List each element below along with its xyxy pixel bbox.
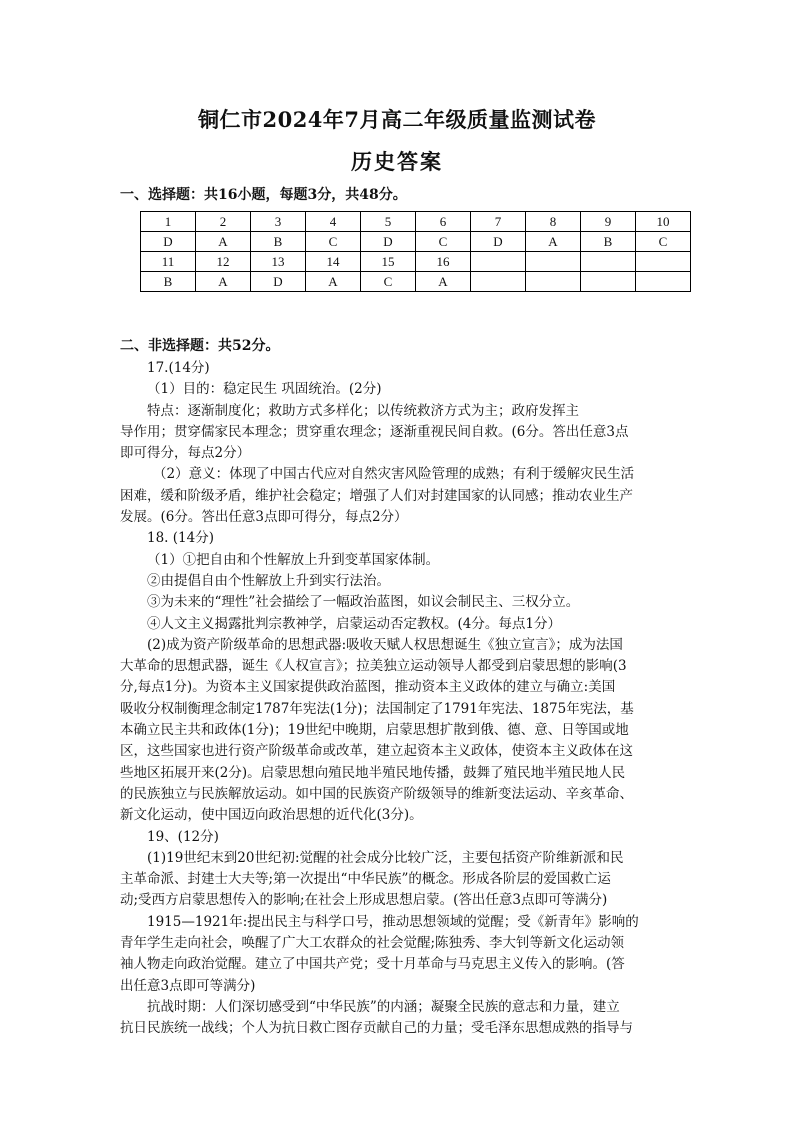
answer-line: 袖人物走向政治觉醒。建立了中国共产党；受十月革命与马克思主义传入的影响。(答: [120, 956, 625, 973]
table-cell: 16: [416, 252, 471, 272]
answer-line: 困难，缓和阶级矛盾，维护社会稳定；增强了人们对封建国家的认同感；推动农业生产: [120, 487, 633, 504]
page-title: 铜仁市2024年7月高二年级质量监测试卷: [197, 107, 597, 132]
answer-line: 出任意3点即可等满分): [120, 977, 256, 994]
table-cell: C: [361, 272, 416, 292]
table-row-question-numbers: [141, 252, 691, 272]
answer-line: （1）目的：稳定民生 巩固统治。(2分): [147, 381, 382, 398]
answer-line: ②由提倡自由个性解放上升到实行法治。: [147, 572, 390, 589]
table-cell: [636, 252, 691, 272]
table-cell: 2: [196, 212, 251, 232]
table-cell: 4: [306, 212, 361, 232]
answer-line: ④人文主义揭露批判宗教神学，启蒙运动否定教权。(4分。每点1分）: [147, 615, 561, 632]
table-cell: B: [141, 272, 196, 292]
table-cell: 3: [251, 212, 306, 232]
answer-line: 特点：逐渐制度化；救助方式多样化；以传统救济方式为主；政府发挥主: [147, 402, 579, 419]
answer-line: 的民族独立与民族解放运动。如中国的民族资产阶级领导的维新变法运动、辛亥革命、: [120, 785, 633, 802]
table-cell: [636, 272, 691, 292]
table-cell: D: [141, 232, 196, 252]
table-cell: B: [581, 232, 636, 252]
table-cell: C: [636, 232, 691, 252]
answer-line: (1)19世纪末到20世纪初:觉醒的社会成分比较广泛，主要包括资产阶维新派和民: [147, 849, 624, 866]
section-2-heading: 二、非选择题：共52分。: [120, 338, 280, 354]
table-cell: 6: [416, 212, 471, 232]
table-cell: [581, 272, 636, 292]
table-cell: C: [416, 232, 471, 252]
question-heading: 18. (14分): [147, 530, 214, 547]
table-row-answers: [141, 272, 691, 292]
answer-line: 分,每点1分)。为资本主义国家提供政治蓝图，推动资本主义政体的建立与确立:美国: [120, 679, 616, 696]
answer-line: 即可得分，每点2分）: [120, 445, 251, 462]
answer-line: （2）意义：体现了中国古代应对自然灾害风险管理的成熟；有利于缓解灾民生活: [153, 466, 635, 483]
answer-line: 青年学生走向社会，唤醒了广大工农群众的社会觉醒;陈独秀、李大钊等新文化运动领: [120, 935, 625, 952]
answer-line: 动;受西方启蒙思想传入的影响;在社会上形成思想启蒙。(答出任意3点即可等满分): [120, 892, 608, 909]
answer-line: 新文化运动，使中国迈向政治思想的近代化(3分)。: [120, 807, 423, 824]
table-cell: [581, 252, 636, 272]
answer-line: 吸收分权制衡理念制定1787年宪法(1分)；法国制定了1791年宪法、1875年宪法，基: [120, 700, 634, 717]
table-cell: D: [251, 272, 306, 292]
table-row-answers: [141, 232, 691, 252]
answer-table: [140, 211, 691, 292]
table-cell: A: [416, 272, 471, 292]
table-cell: 9: [581, 212, 636, 232]
answer-body: [120, 358, 676, 1040]
answer-line: 导作用；贯穿儒家民本理念；贯穿重农理念；逐渐重视民间自救。(6分。答出任意3点: [120, 423, 629, 440]
table-cell: A: [196, 232, 251, 252]
table-cell: 7: [471, 212, 526, 232]
answer-line: 抗日民族统一战线；个人为抗日救亡图存贡献自己的力量；受毛泽东思想成熟的指导与: [120, 1020, 633, 1037]
table-cell: [471, 272, 526, 292]
answer-line: ③为未来的“理性”社会描绘了一幅政治蓝图，如议会制民主、三权分立。: [147, 594, 580, 611]
section-1-heading: 一、选择题：共16小题，每题3分，共48分。: [120, 187, 407, 203]
table-cell: C: [306, 232, 361, 252]
table-cell: 14: [306, 252, 361, 272]
table-cell: 10: [636, 212, 691, 232]
table-cell: 13: [251, 252, 306, 272]
table-cell: A: [306, 272, 361, 292]
table-cell: 15: [361, 252, 416, 272]
answer-line: 主革命派、封建士大夫等;第一次提出“中华民族”的概念。形成各阶层的爱国救亡运: [120, 871, 611, 888]
answer-line: 大革命的思想武器，诞生《人权宣言》；拉美独立运动领导人都受到启蒙思想的影响(3: [120, 658, 627, 675]
table-cell: B: [251, 232, 306, 252]
table-cell: [471, 252, 526, 272]
table-cell: 11: [141, 252, 196, 272]
table-cell: A: [196, 272, 251, 292]
answer-line: 本确立民主共和政体(1分)；19世纪中晚期，启蒙思想扩散到俄、德、意、日等国或地: [120, 722, 629, 739]
table-cell: D: [361, 232, 416, 252]
answer-line: 抗战时期：人们深切感受到“中华民族”的内涵；凝聚全民族的意志和力量，建立: [147, 998, 620, 1015]
question-heading: 19、(12分): [147, 828, 219, 845]
answer-line: (2)成为资产阶级革命的思想武器:吸收天赋人权思想诞生《独立宣言》；成为法国: [147, 636, 623, 653]
table-cell: 12: [196, 252, 251, 272]
answer-line: 1915—1921年:提出民主与科学口号，推动思想领域的觉醒；受《新青年》影响的: [147, 913, 639, 930]
question-heading: 17.(14分): [147, 360, 210, 376]
table-cell: 5: [361, 212, 416, 232]
table-cell: [526, 252, 581, 272]
table-cell: 1: [141, 212, 196, 232]
table-cell: D: [471, 232, 526, 252]
answer-line: 些地区拓展开来(2分)。启蒙思想向殖民地半殖民地传播，鼓舞了殖民地半殖民地人民: [120, 764, 626, 781]
table-row-question-numbers: [141, 212, 691, 232]
answer-line: 区，这些国家也进行资产阶级革命或改革，建立起资本主义政体，使资本主义政体在这: [120, 743, 633, 760]
table-cell: [526, 272, 581, 292]
table-cell: 8: [526, 212, 581, 232]
page-subtitle: 历史答案: [351, 149, 443, 174]
answer-line: （1）①把自由和个性解放上升到变革国家体制。: [147, 551, 440, 568]
table-cell: A: [526, 232, 581, 252]
answer-line: 发展。(6分。答出任意3点即可得分，每点2分）: [120, 509, 408, 526]
